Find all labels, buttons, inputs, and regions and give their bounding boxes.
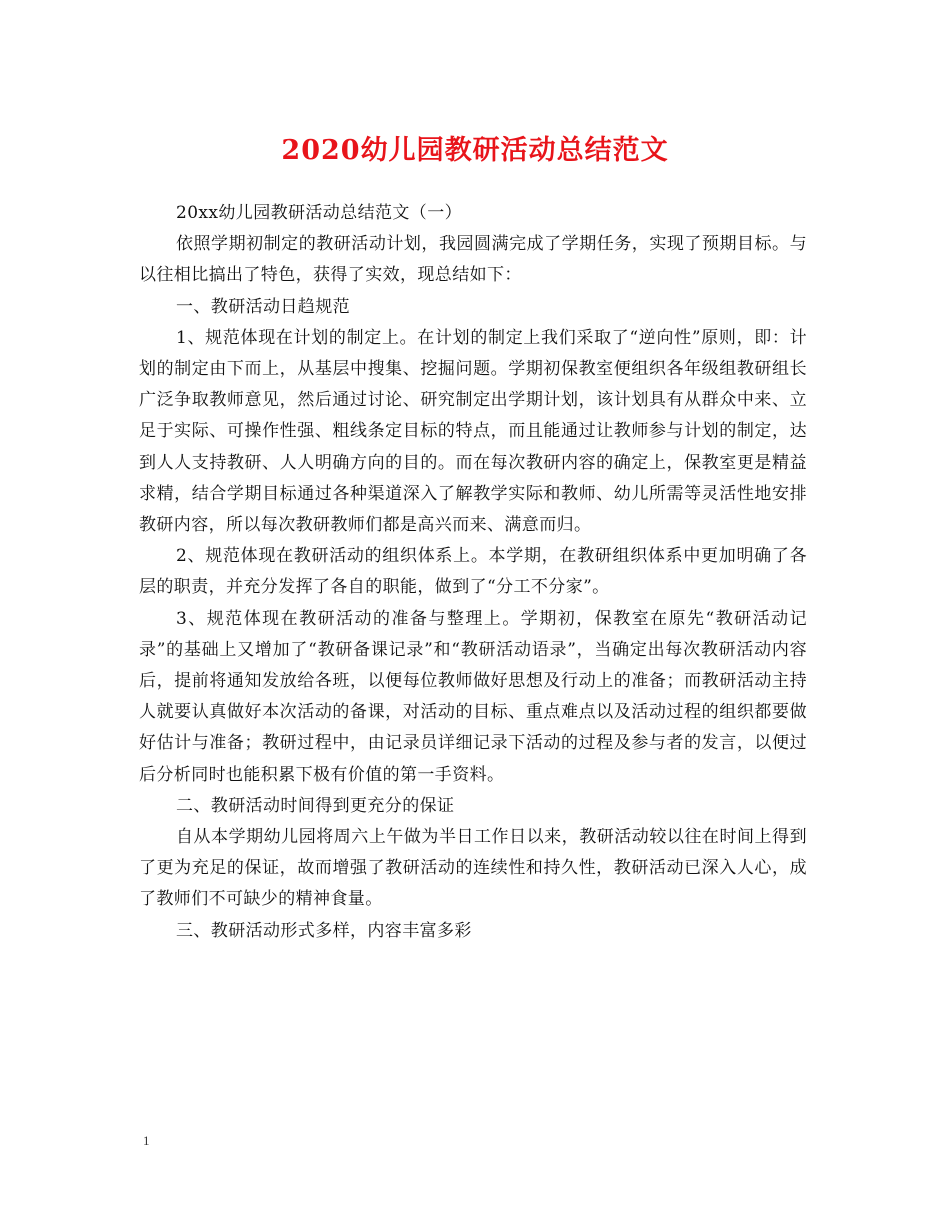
body-paragraph: 自从本学期幼儿园将周六上午做为半日工作日以来，教研活动较以往在时间上得到了更为充足的保证，故而增强了教研活动的连续性和持久性，教研活动已深入人心，成了教师们不可缺少的精神食量。 [139,827,807,910]
page-number: 1 [143,1133,150,1148]
document-title: 2020幼儿园教研活动总结范文 [281,135,669,166]
body-paragraph: 2、规范体现在教研活动的组织体系上。本学期，在教研组织体系中更加明确了各层的职责，并充分发挥了各自的职能，做到了“分工不分家”。 [139,546,807,598]
section-heading-3: 三、教研活动形式多样，内容丰富多彩 [176,920,472,941]
subtitle-paragraph: 20xx幼儿园教研活动总结范文（一） [176,203,463,223]
section-heading-1: 一、教研活动日趋规范 [176,296,350,317]
body-paragraph: 1、规范体现在计划的制定上。在计划的制定上我们采取了“逆向性”原则，即：计划的制定由下而上，从基层中搜集、挖掘问题。学期初保教室便组织各年级组教研组长广泛争取教师意见，然后通过讨论、研究制定出学期计划，该计划具有从群众中来、立足于实际、可操作性强、粗线条定目标的特点，而且能通过让教师参与计划的制定，达到人人支持教研、人人明确方向的目的。而在每次教研内容的确定上，保教室更是精益求精，结合学期目标通过各种渠道深入了解教学实际和教师、幼儿所需等灵活性地安排教研内容，所以每次教研教师们都是高兴而来、满意而归。 [139,327,807,536]
section-heading-2: 二、教研活动时间得到更充分的保证 [176,795,455,816]
document-body [139,198,807,947]
intro-paragraph: 依照学期初制定的教研活动计划，我园圆满完成了学期任务，实现了预期目标。与以往相比搞出了特色，获得了实效，现总结如下： [139,234,807,286]
body-paragraph: 3、规范体现在教研活动的准备与整理上。学期初，保教室在原先“教研活动记录”的基础上又增加了“教研备课记录”和“教研活动语录”，当确定出每次教研活动内容后，提前将通知发放给各班，以便每位教师做好思想及行动上的准备；而教研活动主持人就要认真做好本次活动的备课，对活动的目标、重点难点以及活动过程的组织都要做好估计与准备；教研过程中，由记录员详细记录下活动的过程及参与者的发言，以便过后分析同时也能积累下极有价值的第一手资料。 [139,608,807,785]
